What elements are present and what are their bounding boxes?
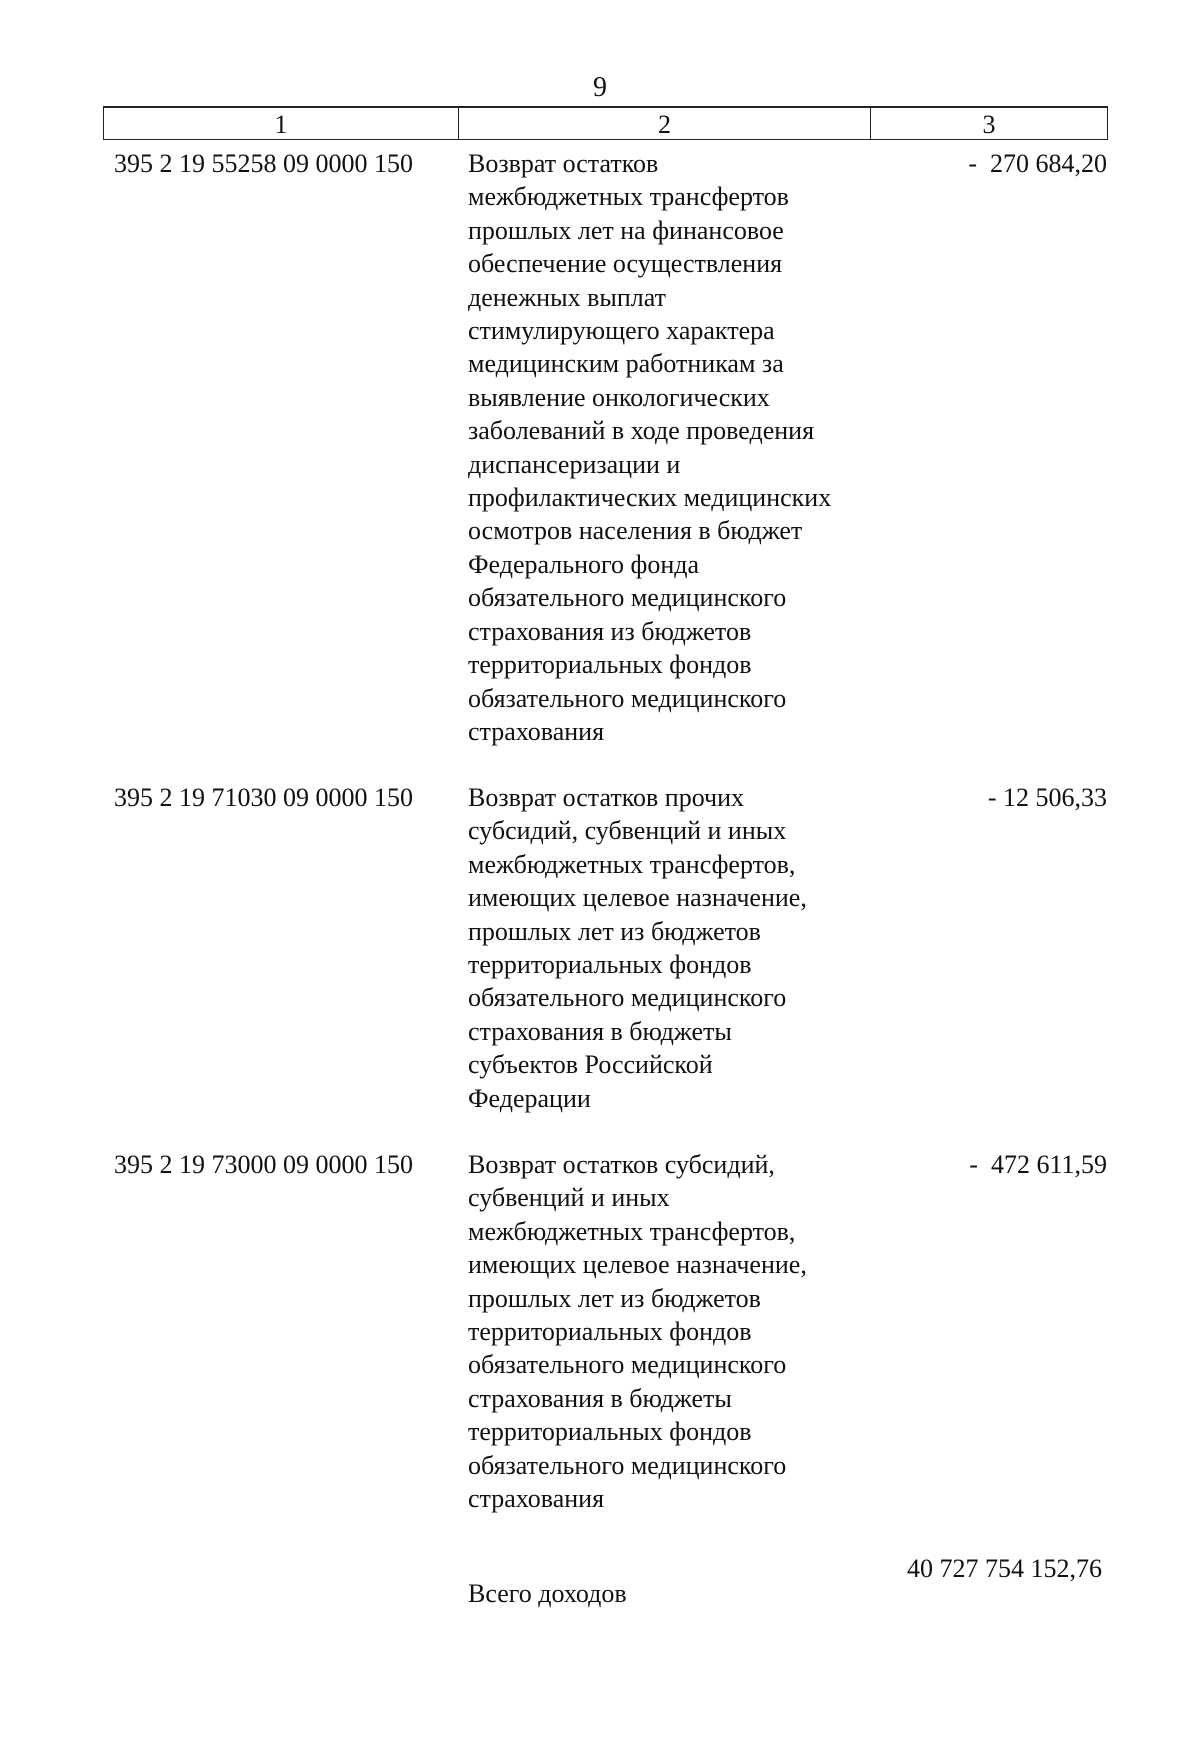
- description-line: Федерации: [468, 1083, 591, 1113]
- description-line: прошлых лет из бюджетов: [468, 1283, 761, 1313]
- description-line: обязательного медицинского: [468, 583, 787, 613]
- total-label: Всего доходов: [468, 1579, 627, 1608]
- description-line: медицинским работникам за: [468, 349, 784, 379]
- description-line: территориальных фондов: [468, 1417, 752, 1447]
- description-line: территориальных фондов: [468, 650, 752, 680]
- description-line: субсидий, субвенций и иных: [468, 816, 787, 846]
- row-amount: - 270 684,20: [968, 149, 1107, 178]
- description-line: денежных выплат: [468, 282, 666, 312]
- row-code: 395 2 19 55258 09 0000 150: [114, 149, 413, 178]
- description-line: выявление онкологических: [468, 382, 770, 412]
- description-line: Возврат остатков прочих: [468, 783, 745, 812]
- description-line: субъектов Российской: [468, 1050, 713, 1080]
- description-line: межбюджетных трансфертов: [468, 182, 789, 212]
- table-header-row: [103, 106, 1108, 140]
- description-line: страхования в бюджеты: [468, 1016, 732, 1046]
- row-code: 395 2 19 71030 09 0000 150: [114, 783, 413, 812]
- description-line: субвенций и иных: [468, 1183, 670, 1213]
- description-line: территориальных фондов: [468, 1317, 752, 1347]
- description-line: профилактических медицинских: [468, 483, 832, 513]
- header-cell-1: 1: [104, 108, 459, 139]
- row-amount: - 472 611,59: [969, 1150, 1107, 1179]
- header-cell-2: 2: [459, 108, 871, 139]
- description-line: межбюджетных трансфертов,: [468, 849, 796, 879]
- description-line: обязательного медицинского: [468, 1350, 787, 1380]
- description-line: территориальных фондов: [468, 950, 752, 980]
- description-line: осмотров населения в бюджет: [468, 516, 803, 546]
- description-line: заболеваний в ходе проведения: [468, 416, 815, 446]
- row-description: [468, 147, 868, 748]
- description-line: Федерального фонда: [468, 549, 700, 579]
- total-amount: 40 727 754 152,76: [907, 1554, 1102, 1583]
- description-line: имеющих целевое назначение,: [468, 1250, 807, 1280]
- description-line: страхования: [468, 716, 605, 746]
- description-line: диспансеризации и: [468, 449, 681, 479]
- description-line: прошлых лет из бюджетов: [468, 916, 761, 946]
- description-line: обязательного медицинского: [468, 1450, 787, 1480]
- description-line: имеющих целевое назначение,: [468, 883, 807, 913]
- description-line: страхования: [468, 1484, 605, 1514]
- description-line: стимулирующего характера: [468, 316, 775, 346]
- description-line: Возврат остатков: [468, 149, 659, 178]
- description-line: страхования в бюджеты: [468, 1383, 732, 1413]
- description-line: страхования из бюджетов: [468, 616, 752, 646]
- row-code: 395 2 19 73000 09 0000 150: [114, 1150, 413, 1179]
- description-line: обязательного медицинского: [468, 683, 787, 713]
- header-cell-3: 3: [982, 110, 996, 139]
- page-number: 9: [593, 72, 607, 103]
- description-line: прошлых лет на финансовое: [468, 215, 784, 245]
- description-line: Возврат остатков субсидий,: [468, 1150, 775, 1179]
- row-amount: - 12 506,33: [987, 783, 1107, 812]
- description-line: обязательного медицинского: [468, 983, 787, 1013]
- description-line: обеспечение осуществления: [468, 249, 783, 279]
- row-description: [468, 1148, 868, 1515]
- row-description: [468, 781, 868, 1115]
- description-line: межбюджетных трансфертов,: [468, 1216, 796, 1246]
